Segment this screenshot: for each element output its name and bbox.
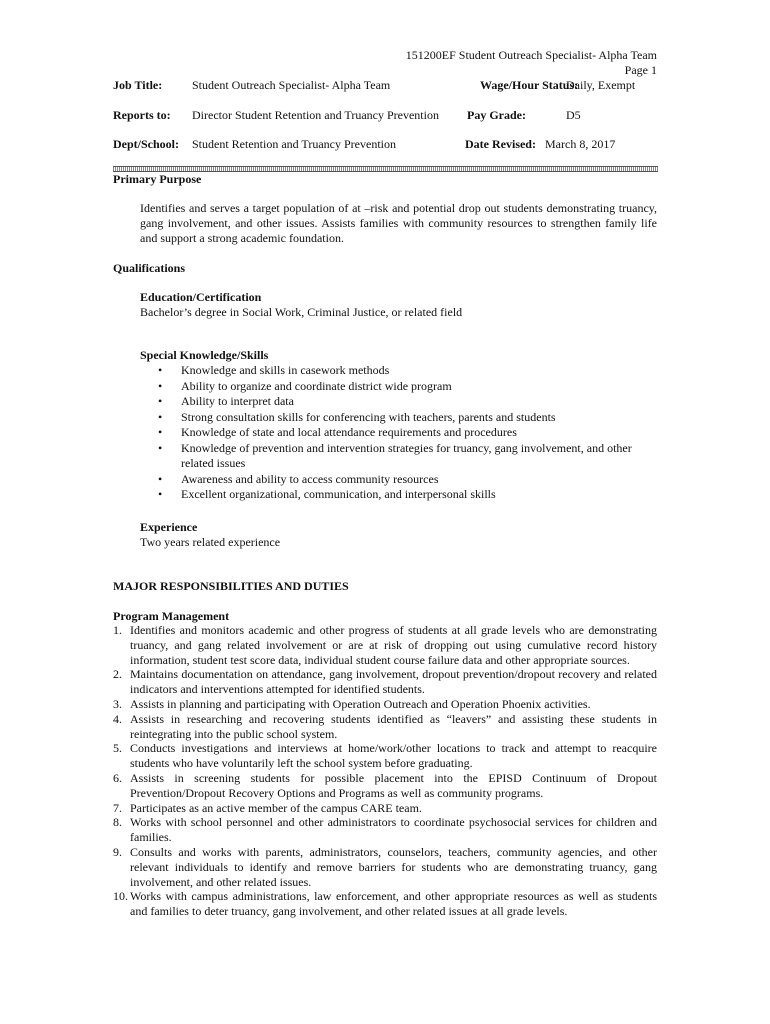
bullet-icon: • bbox=[158, 425, 163, 439]
duty-number: 9. bbox=[113, 844, 122, 859]
duty-item: 6. Assists in screening students for possible placement into the EPISD Continuum of Dropout Prevention/Dropout Recovery Options and Programs as well as community programs. bbox=[113, 770, 657, 800]
document-code: 151200EF Student Outreach Specialist- Alpha Team bbox=[405, 48, 657, 62]
bullet-icon: • bbox=[158, 409, 163, 424]
dept-school-label: Dept/School: bbox=[113, 137, 179, 151]
duties-list bbox=[113, 623, 657, 919]
bullet-icon: • bbox=[158, 378, 163, 393]
duty-item: 2. Maintains documentation on attendance, gang involvement, dropout prevention/dropout recovery and related indicators and interventions attempted for identified students. bbox=[113, 667, 657, 697]
duty-number: 3. bbox=[113, 696, 122, 711]
experience-text: Two years related experience bbox=[140, 535, 281, 549]
bullet-icon: • bbox=[158, 471, 163, 486]
primary-purpose-text: Identifies and serves a target population of at –risk and potential drop out students demonstrating truancy, gang involvement, and other issues. Assists families with community resources to strengthen family life and support a strong academic foundation. bbox=[140, 201, 657, 245]
skill-item: • Strong consultation skills for conferencing with teachers, parents and students bbox=[158, 409, 556, 424]
qualifications-heading: Qualifications bbox=[113, 261, 186, 275]
skills-heading: Special Knowledge/Skills bbox=[140, 348, 269, 362]
pay-grade-label: Pay Grade: bbox=[467, 108, 526, 122]
duty-number: 4. bbox=[113, 711, 122, 726]
bullet-icon: • bbox=[158, 487, 163, 501]
skill-item: • Knowledge of prevention and intervention strategies for truancy, gang involvement, and other related issues bbox=[158, 440, 632, 470]
date-revised-label: Date Revised: bbox=[465, 137, 536, 151]
duty-item: 9. Consults and works with parents, administrators, counselors, teachers, community agencies, and other relevant individuals to identify and remove barriers for students who are demonstrating truancy, gang involvement, and other related issues. bbox=[113, 844, 657, 889]
skill-item: • Knowledge of state and local attendance requirements and procedures bbox=[158, 425, 517, 439]
education-text: Bachelor’s degree in Social Work, Criminal Justice, or related field bbox=[140, 305, 463, 319]
duty-number: 6. bbox=[113, 770, 122, 785]
education-heading: Education/Certification bbox=[140, 290, 262, 304]
reports-to-label: Reports to: bbox=[113, 108, 171, 122]
duty-item: 5. Conducts investigations and interviews at home/work/other locations to track and attempt to reacquire students who have voluntarily left the school system before graduating. bbox=[113, 741, 657, 771]
duty-item: 10. Works with campus administrations, law enforcement, and other appropriate resources as well as students and families to deter truancy, gang involvement, and other related issues at all grade levels. bbox=[113, 889, 657, 919]
experience-heading: Experience bbox=[140, 520, 198, 534]
bullet-icon: • bbox=[158, 440, 163, 455]
date-revised-value: March 8, 2017 bbox=[545, 137, 616, 151]
duty-item: 1. Identifies and monitors academic and other progress of students at all grade levels who are demonstrating truancy, and gang related involvement or are at risk of dropping out using cumulative record history information, student test score data, individual student course failure data and other appropriate sources. bbox=[113, 623, 657, 667]
duty-number: 10. bbox=[113, 889, 128, 904]
wage-status-label: Wage/Hour Status: bbox=[480, 78, 579, 92]
skills-list bbox=[140, 363, 657, 503]
responsibilities-heading: MAJOR RESPONSIBILITIES AND DUTIES bbox=[113, 579, 349, 593]
duty-number: 8. bbox=[113, 815, 122, 830]
skill-item: • Excellent organizational, communication, and interpersonal skills bbox=[158, 487, 496, 501]
skill-item: • Awareness and ability to access community resources bbox=[158, 471, 439, 486]
primary-purpose-heading: Primary Purpose bbox=[113, 172, 202, 186]
skill-item: • Knowledge and skills in casework methods bbox=[158, 363, 390, 377]
duty-number: 7. bbox=[113, 800, 122, 815]
duty-item: 4. Assists in researching and recovering students identified as “leavers” and assisting these students in reintegrating into the public school system. bbox=[113, 711, 657, 741]
skill-item: • Ability to interpret data bbox=[158, 394, 294, 408]
reports-to-value: Director Student Retention and Truancy Prevention bbox=[192, 108, 439, 122]
job-title-value: Student Outreach Specialist- Alpha Team bbox=[192, 78, 391, 92]
duty-item: 8. Works with school personnel and other administrators to coordinate psychosocial services for children and families. bbox=[113, 815, 657, 845]
duty-item: 3. Assists in planning and participating with Operation Outreach and Operation Phoenix activities. bbox=[113, 696, 591, 711]
bullet-icon: • bbox=[158, 394, 163, 408]
duty-number: 1. bbox=[113, 623, 122, 637]
pay-grade-value: D5 bbox=[566, 108, 581, 122]
bullet-icon: • bbox=[158, 363, 163, 377]
wage-status-value: Daily, Exempt bbox=[566, 78, 636, 92]
job-title-label: Job Title: bbox=[113, 78, 163, 92]
duty-number: 5. bbox=[113, 741, 122, 756]
page-number: Page 1 bbox=[624, 63, 657, 77]
skill-item: • Ability to organize and coordinate district wide program bbox=[158, 378, 452, 393]
dept-school-value: Student Retention and Truancy Prevention bbox=[192, 137, 396, 151]
duty-item: 7. Participates as an active member of the campus CARE team. bbox=[113, 800, 422, 815]
program-management-heading: Program Management bbox=[113, 609, 230, 623]
duty-number: 2. bbox=[113, 667, 122, 682]
